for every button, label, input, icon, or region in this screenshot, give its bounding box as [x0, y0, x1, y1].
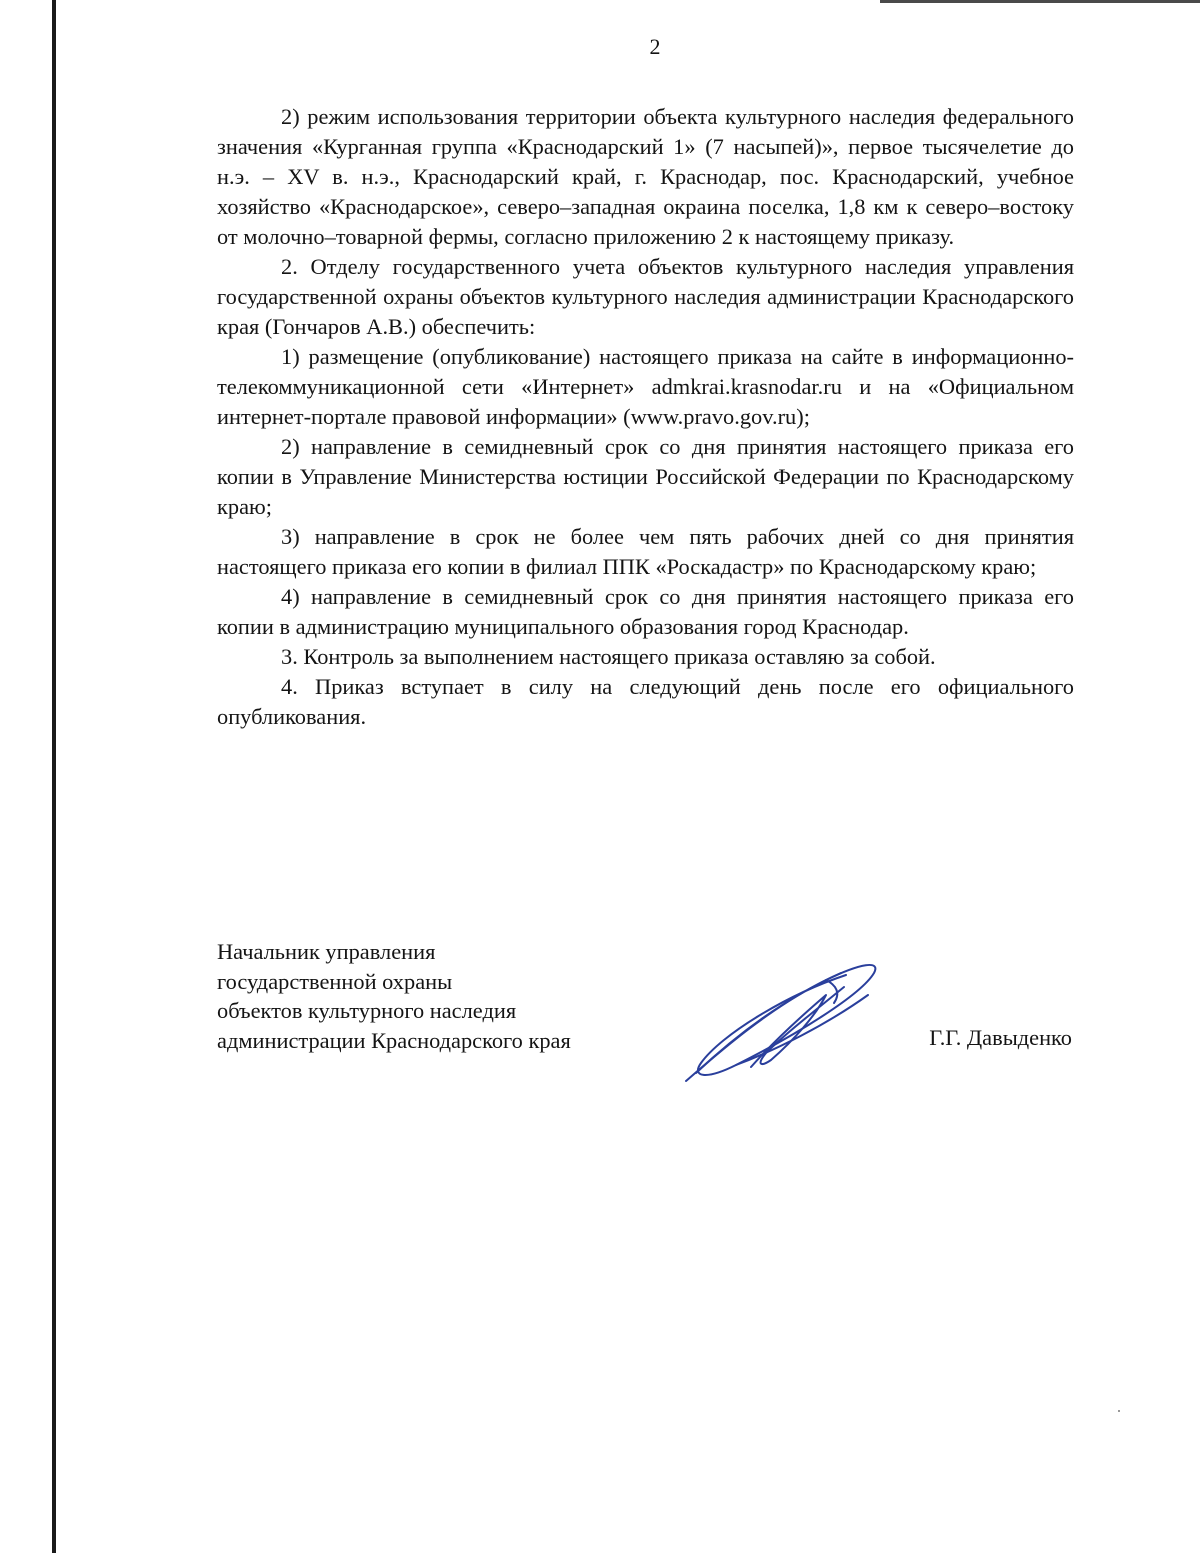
position-line: Начальник управления: [217, 939, 436, 964]
signer-name: Г.Г. Давыденко: [929, 1025, 1072, 1050]
scan-border-left: [52, 0, 56, 1553]
document-body: [217, 102, 1074, 732]
position-line: администрации Краснодарского края: [217, 1027, 571, 1053]
paragraph-ministry-justice: 2) направление в семидневный срок со дня принятия настоящего приказа его копии в Управление Министерства юстиции Российской Федерации по Краснодарскому краю;: [217, 434, 1074, 519]
page-number: 2: [649, 34, 661, 59]
scan-speck: [1118, 1410, 1120, 1412]
paragraph-publication: 1) размещение (опубликование) настоящего приказа на сайте в информационно-телекоммуникационной сети «Интернет» admkrai.krasnodar.ru и на «Официальном интернет-портале правовой информации» (www.pravo.gov.ru);: [217, 344, 1074, 429]
position-line: объектов культурного наследия: [217, 998, 517, 1023]
paragraph-entry-into-force: 4. Приказ вступает в силу на следующий день после его официального опубликования.: [217, 674, 1074, 729]
position-line: государственной охраны: [217, 968, 453, 994]
handwritten-signature: [676, 955, 886, 1085]
scan-border-top: [880, 0, 1200, 3]
paragraph-territory-regime: 2) режим использования территории объекта культурного наследия федерального значения «Курганная группа «Краснодарский 1» (7 насыпей)», первое тысячелетие до н.э. – XV в. н.э., Краснодарский край, г. Краснодар, пос. Краснодарский, учебное хозяйство «Краснодарское», северо–западная окраина поселка, 1,8 км к северо–востоку от молочно–товарной фермы, согласно приложению 2 к настоящему приказу.: [217, 104, 1074, 249]
paragraph-municipal-administration: 4) направление в семидневный срок со дня принятия настоящего приказа его копии в администрацию муниципального образования город Краснодар.: [217, 584, 1074, 639]
paragraph-accounting-department: 2. Отделу государственного учета объектов культурного наследия управления государственной охраны объектов культурного наследия администрации Краснодарского края (Гончаров А.В.) обеспечить:: [217, 254, 1074, 339]
signature-strokes: [686, 965, 875, 1081]
paragraph-control: 3. Контроль за выполнением настоящего приказа оставляю за собой.: [281, 644, 936, 669]
paragraph-roskadastr: 3) направление в срок не более чем пять рабочих дней со дня принятия настоящего приказа его копии в филиал ППК «Роскадастр» по Краснодарскому краю;: [217, 524, 1074, 579]
signatory-position: [217, 937, 571, 1055]
